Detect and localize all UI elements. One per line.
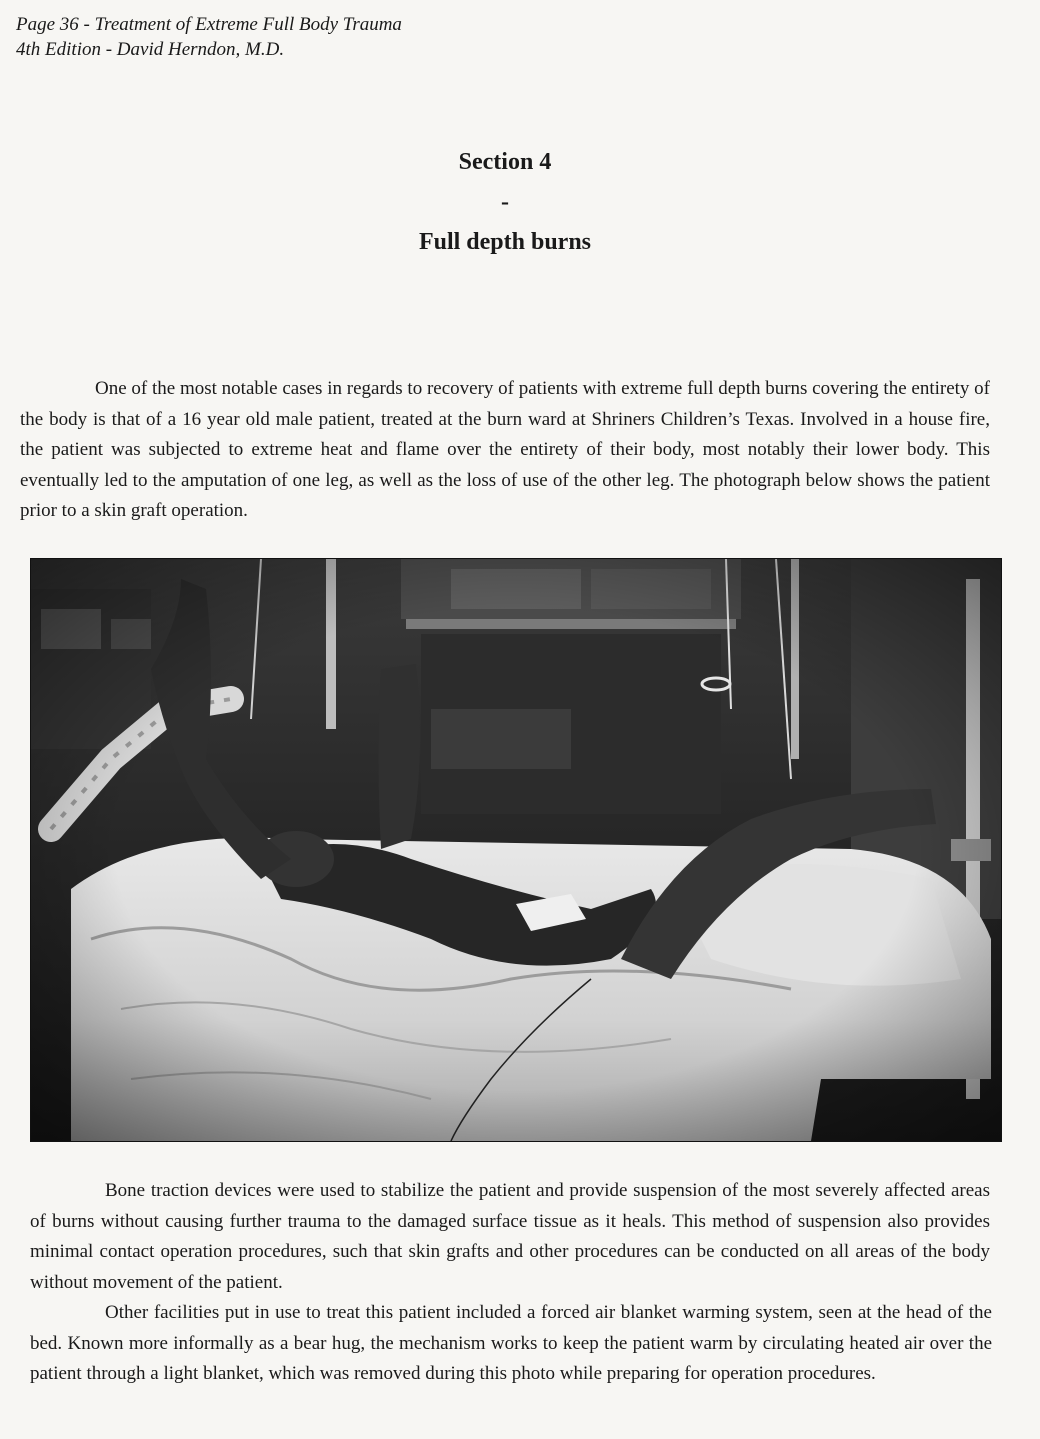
section-subtitle: Full depth burns [418,229,592,255]
paragraph-traction-devices: Bone traction devices were used to stabilize the patient and provide suspension of the most severely affected areas of burns without causing further trauma to the damaged surface tissue as it heals. This method of suspension also provides minimal contact operation procedures, such that skin grafts and other procedures can be conducted on all areas of the body without movement of the patient. [30,1180,990,1293]
page-header [16,12,402,62]
page-header-line-1: Page 36 - Treatment of Extreme Full Body Trauma [16,14,402,35]
patient-photograph [30,558,1002,1142]
section-title: Section 4 [458,149,552,175]
paragraph-warming-system: Other facilities put in use to treat this patient included a forced air blanket warming system, seen at the head of the bed. Known more informally as a bear hug, the mechanism works to keep the patient warm by circulating heated air over the patient through a light blanket, which was removed during this photo while preparing for operation procedures. [30,1302,992,1384]
section-dash: - [501,189,509,215]
section-heading [0,146,1010,266]
paragraph-case-intro: One of the most notable cases in regards to recovery of patients with extreme full depth burns covering the entirety of the body is that of a 16 year old male patient, treated at the burn ward at Shriners Children’s Texas. Involved in a house fire, the patient was subjected to extreme heat and flame over the entirety of their body, most notably their lower body. This eventually led to the amputation of one leg, as well as the loss of use of the other leg. The photograph below shows the patient prior to a skin graft operation. [20,378,990,521]
page-header-line-2: 4th Edition - David Herndon, M.D. [16,39,285,60]
